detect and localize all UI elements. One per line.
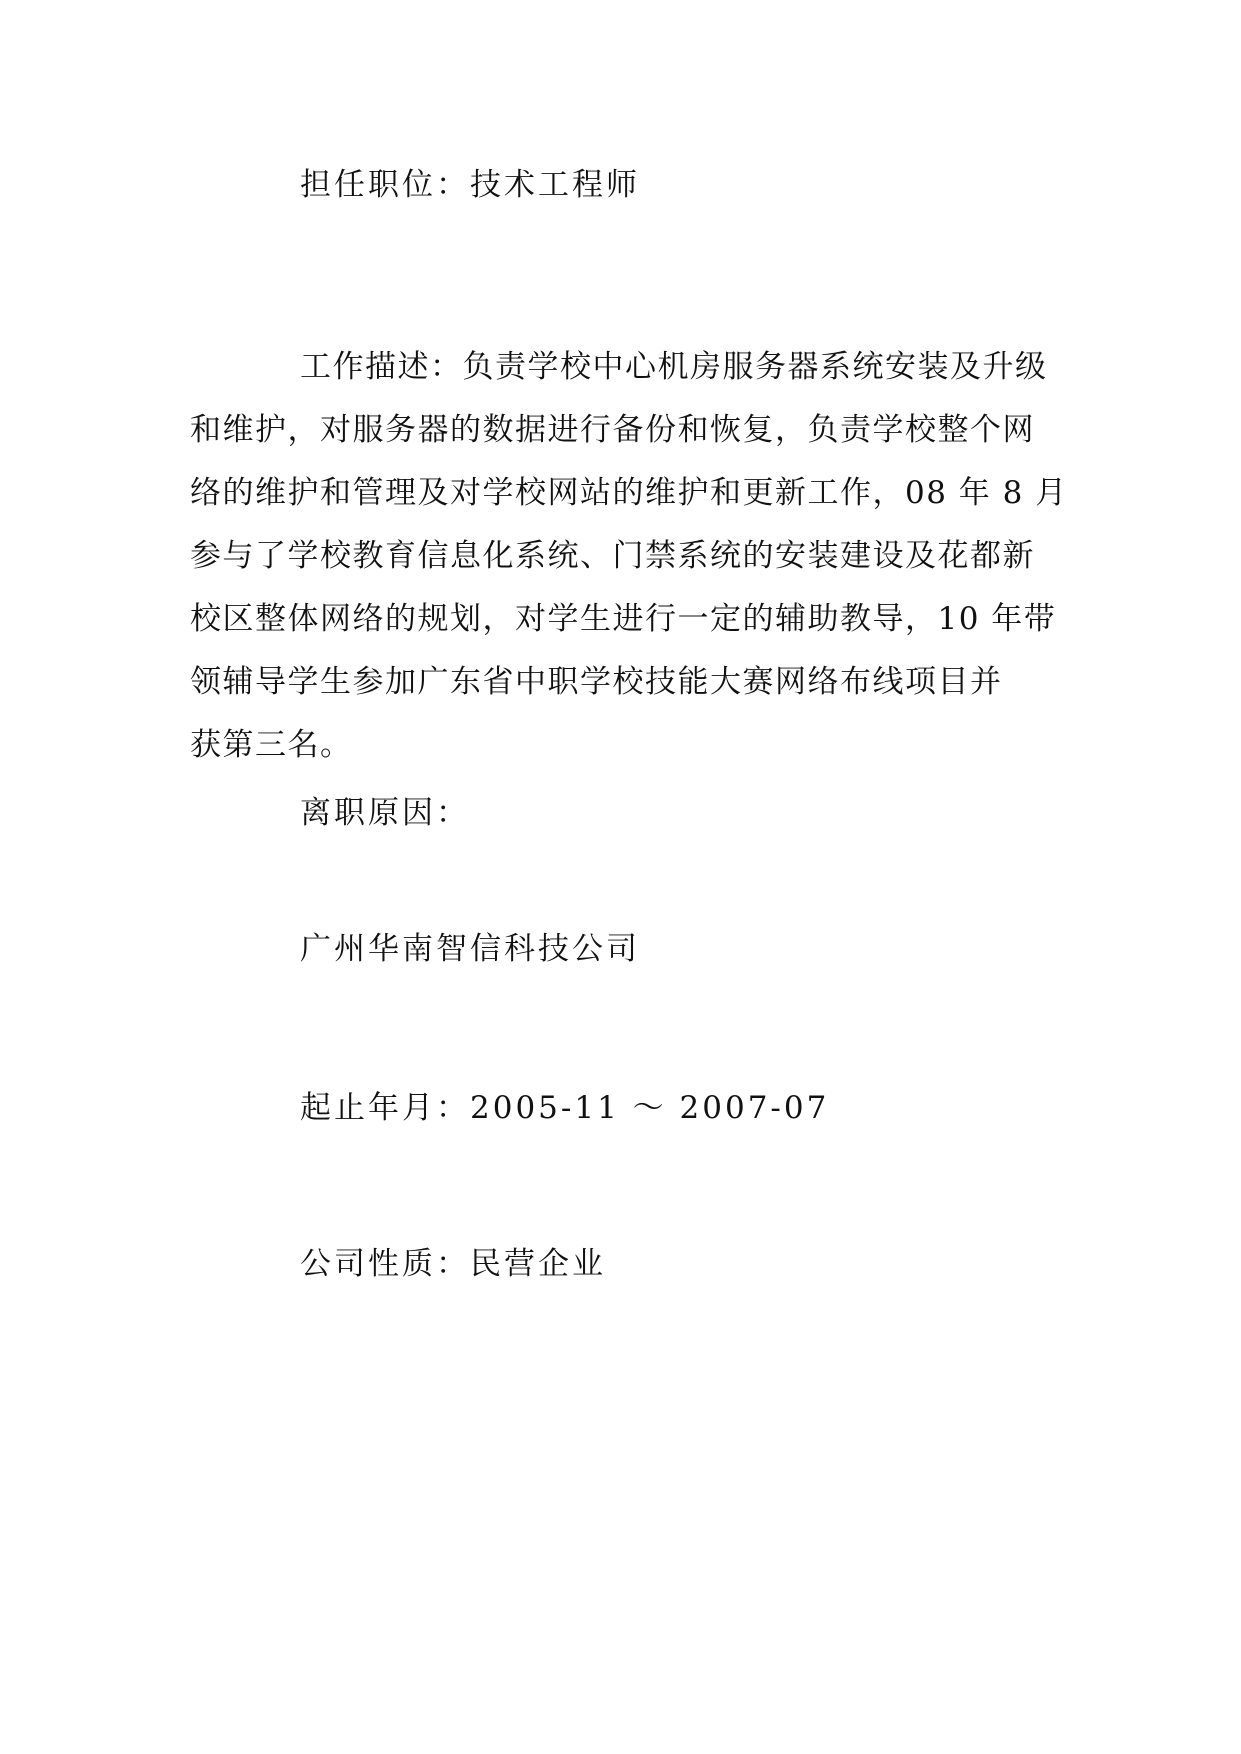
company-name: 广州华南智信科技公司 — [300, 931, 640, 967]
description-line: 参与了学校教育信息化系统、门禁系统的安装建设及花都新 — [190, 538, 1035, 574]
description-line: 获第三名。 — [190, 727, 353, 763]
leave-reason-line: 离职原因： — [300, 795, 470, 831]
description-line: 校区整体网络的规划，对学生进行一定的辅助教导，10 年带 — [190, 601, 1057, 637]
job-description — [190, 336, 1068, 777]
description-line: 领辅导学生参加广东省中职学校技能大赛网络布线项目并 — [190, 664, 1003, 700]
description-line: 和维护，对服务器的数据进行备份和恢复，负责学校整个网 — [190, 412, 1035, 448]
description-line: 络的维护和管理及对学校网站的维护和更新工作，08 年 8 月 — [190, 475, 1068, 511]
description-line: 工作描述：负责学校中心机房服务器系统安装及升级 — [300, 349, 1048, 385]
period-line: 起止年月：2005-11 ～ 2007-07 — [300, 1090, 830, 1126]
company-type-line: 公司性质：民营企业 — [300, 1246, 606, 1282]
position-line: 担任职位：技术工程师 — [300, 167, 640, 203]
